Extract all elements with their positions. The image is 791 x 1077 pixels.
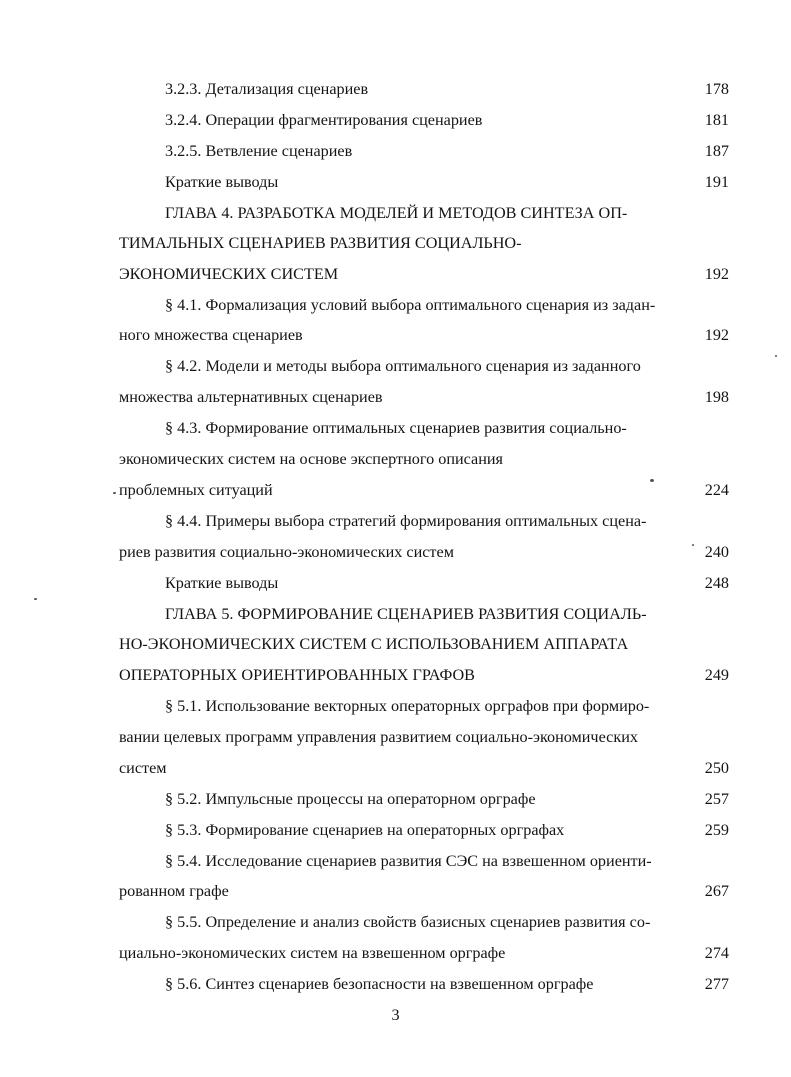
toc-line — [0, 292, 791, 318]
toc-entry-text: § 4.2. Модели и методы выбора оптимального сценария из заданного — [165, 357, 641, 375]
toc-entry-text: § 4.4. Примеры выбора стратегий формирования оптимальных сцена- — [165, 512, 647, 530]
toc-entry-text: ного множества сценариев — [119, 326, 303, 344]
toc-entry-text: § 5.2. Импульсные процессы на операторном орграфе — [165, 790, 536, 808]
toc-entry-text: Краткие выводы — [165, 173, 279, 191]
toc-page-number: 274 — [704, 944, 729, 962]
toc-entry-text: ЭКОНОМИЧЕСКИХ СИСТЕМ — [119, 265, 339, 283]
toc-line — [0, 169, 791, 195]
toc-page-number: 187 — [704, 142, 729, 160]
toc-page-number: 192 — [704, 265, 729, 283]
scan-speck — [692, 544, 694, 546]
toc-line — [0, 570, 791, 596]
toc-line — [0, 878, 791, 904]
toc-line — [0, 662, 791, 688]
toc-line — [0, 261, 791, 287]
toc-entry-text: проблемных ситуаций — [119, 481, 273, 499]
toc-page-number: 249 — [704, 666, 729, 684]
toc-entry-text: множества альтернативных сценариев — [119, 388, 383, 406]
toc-page-number: 191 — [704, 173, 729, 191]
toc-line — [0, 755, 791, 781]
toc-page-number: 181 — [704, 111, 729, 129]
toc-line — [0, 539, 791, 565]
toc-entry-text: § 5.6. Синтез сценариев безопасности на взвешенном орграфе — [165, 975, 594, 993]
toc-entry-text: § 5.1. Использование векторных операторных орграфов при формиро- — [165, 697, 650, 715]
toc-entry-text: ТИМАЛЬНЫХ СЦЕНАРИЕВ РАЗВИТИЯ СОЦИАЛЬНО- — [119, 234, 522, 252]
toc-page-number: 248 — [704, 574, 729, 592]
scan-speck — [34, 598, 37, 600]
toc-page-number: 192 — [704, 326, 729, 344]
toc-entry-text: § 5.5. Определение и анализ свойств базисных сценариев развития со- — [165, 913, 651, 931]
toc-entry-text: § 5.4. Исследование сценариев развития СЭС на взвешенном ориенти- — [165, 852, 652, 870]
toc-line — [0, 508, 791, 534]
toc-entry-text: Краткие выводы — [165, 574, 279, 592]
toc-entry-text: § 4.1. Формализация условий выбора оптимального сценария из задан- — [165, 296, 656, 314]
toc-entry-text: ГЛАВА 5. ФОРМИРОВАНИЕ СЦЕНАРИЕВ РАЗВИТИЯ СОЦИАЛЬ- — [165, 605, 647, 623]
scan-speck — [775, 355, 777, 357]
toc-entry-text: 3.2.5. Ветвление сценариев — [165, 142, 353, 160]
toc-entry-text: § 4.3. Формирование оптимальных сценариев развития социально- — [165, 419, 627, 437]
toc-line — [0, 940, 791, 966]
toc-entry-text: систем — [119, 759, 167, 777]
toc-entry-text: вании целевых программ управления развитием социально-экономических — [119, 728, 638, 746]
toc-page-number: 178 — [704, 80, 729, 98]
toc-page-number: 250 — [704, 759, 729, 777]
toc-entry-text: экономических систем на основе экспертного описания — [119, 450, 504, 468]
toc-line — [0, 971, 791, 997]
page-number: 3 — [391, 1006, 400, 1024]
toc-line — [0, 693, 791, 719]
toc-entry-text: § 5.3. Формирование сценариев на операторных орграфах — [165, 821, 565, 839]
toc-entry-text: ГЛАВА 4. РАЗРАБОТКА МОДЕЛЕЙ И МЕТОДОВ СИНТЕЗА ОП- — [165, 204, 628, 222]
toc-entry-text: 3.2.3. Детализация сценариев — [165, 80, 369, 98]
toc-page-number: 198 — [704, 388, 729, 406]
toc-line — [0, 786, 791, 812]
toc-line — [0, 415, 791, 441]
toc-page-number: 277 — [704, 975, 729, 993]
toc-page-number: 267 — [704, 882, 729, 900]
toc-line — [0, 477, 791, 503]
toc-page-number: 257 — [704, 790, 729, 808]
toc-line — [0, 353, 791, 379]
toc-line — [0, 817, 791, 843]
toc-line — [0, 724, 791, 750]
scan-speck — [650, 479, 654, 482]
toc-line — [0, 848, 791, 874]
toc-line — [0, 107, 791, 133]
toc-line — [0, 230, 791, 256]
toc-page-number: 259 — [704, 821, 729, 839]
toc-line — [0, 322, 791, 348]
toc-line — [0, 200, 791, 226]
toc-entry-text: НО-ЭКОНОМИЧЕСКИХ СИСТЕМ С ИСПОЛЬЗОВАНИЕМ АППАРАТА — [119, 635, 629, 653]
toc-line — [0, 446, 791, 472]
toc-entry-text: риев развития социально-экономических систем — [119, 543, 454, 561]
scan-speck — [113, 492, 116, 494]
toc-line — [0, 601, 791, 627]
toc-line — [0, 384, 791, 410]
toc-line — [0, 76, 791, 102]
toc-line — [0, 631, 791, 657]
toc-page-number: 224 — [704, 481, 729, 499]
toc-entry-text: ОПЕРАТОРНЫХ ОРИЕНТИРОВАННЫХ ГРАФОВ — [119, 666, 475, 684]
toc-line — [0, 138, 791, 164]
toc-line — [0, 909, 791, 935]
toc-entry-text: 3.2.4. Операции фрагментирования сценариев — [165, 111, 483, 129]
toc-entry-text: циально-экономических систем на взвешенном орграфе — [119, 944, 506, 962]
toc-page-number: 240 — [704, 543, 729, 561]
toc-entry-text: рованном графе — [119, 882, 229, 900]
